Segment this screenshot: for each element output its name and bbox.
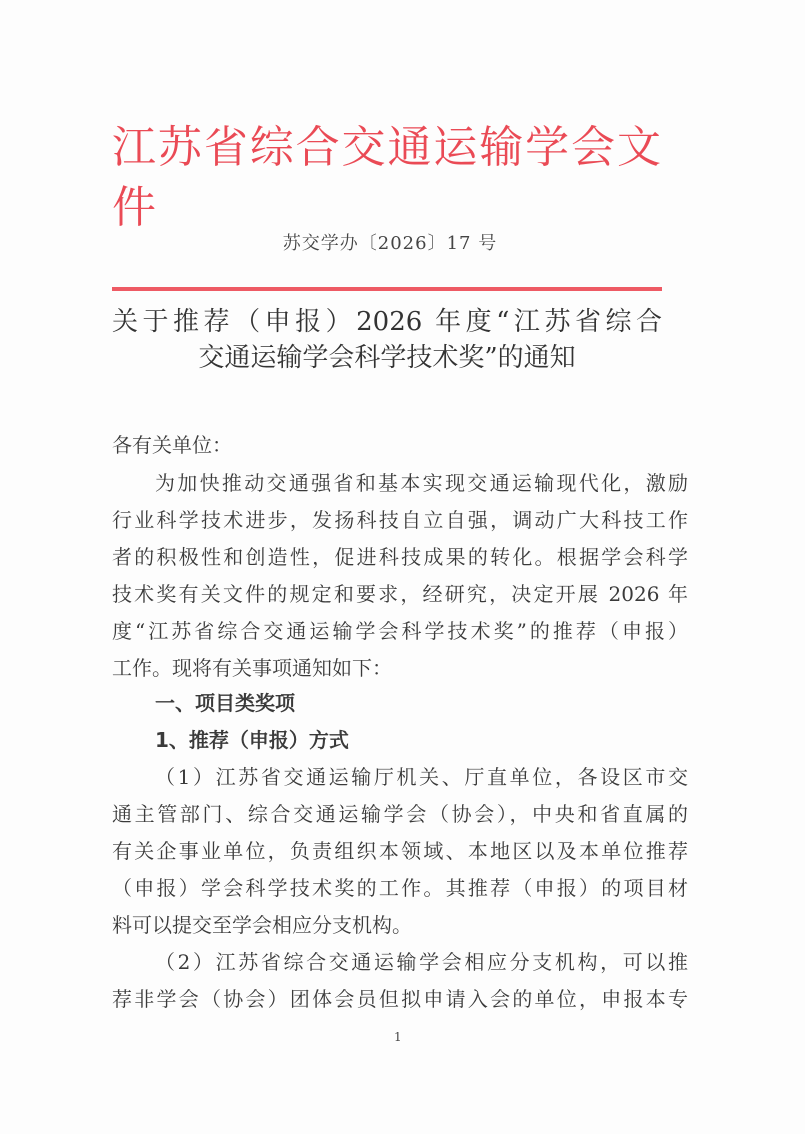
- body-line: 工作。现将有关事项通知如下：: [112, 656, 392, 680]
- section-heading: 一、项目类奖项: [155, 691, 295, 715]
- body-line: 荐非学会（协会）团体会员但拟申请入会的单位，申报本专: [112, 987, 688, 1011]
- document-title-line-2: 交通运输学会科学技术奖”的通知: [198, 343, 576, 373]
- red-divider: [112, 287, 662, 291]
- subsection-heading: 1、推荐（申报）方式: [155, 728, 349, 752]
- body-line: 为加快推动交通强省和基本实现交通运输现代化，激励: [155, 471, 688, 495]
- body-line: 者的积极性和创造性，促进科技成果的转化。根据学会科学: [112, 545, 688, 569]
- salutation: 各有关单位：: [112, 433, 232, 457]
- document-title-line-1: 关于推荐（申报）2026 年度“江苏省综合: [112, 307, 662, 337]
- body-line: 料可以提交至学会相应分支机构。: [112, 913, 412, 937]
- body-line: 通主管部门、综合交通运输学会（协会），中央和省直属的: [112, 802, 688, 826]
- body-line: 技术奖有关文件的规定和要求，经研究，决定开展 2026 年: [112, 582, 688, 606]
- document-number: 苏交学办〔2026〕17 号: [282, 233, 498, 254]
- issuing-organization-header: 江苏省综合交通运输学会文件: [112, 122, 662, 233]
- body-line: （2）江苏省综合交通运输学会相应分支机构，可以推: [155, 950, 688, 974]
- body-line: （申报）学会科学技术奖的工作。其推荐（申报）的项目材: [112, 876, 688, 900]
- body-line: 行业科学技术进步，发扬科技自立自强，调动广大科技工作: [112, 508, 688, 532]
- page-number: 1: [394, 1030, 402, 1044]
- body-line: 有关企事业单位，负责组织本领域、本地区以及本单位推荐: [112, 839, 688, 863]
- body-line: 度“江苏省综合交通运输学会科学技术奖”的推荐（申报）: [112, 619, 688, 643]
- body-line: （1）江苏省交通运输厅机关、厅直单位，各设区市交: [155, 765, 688, 789]
